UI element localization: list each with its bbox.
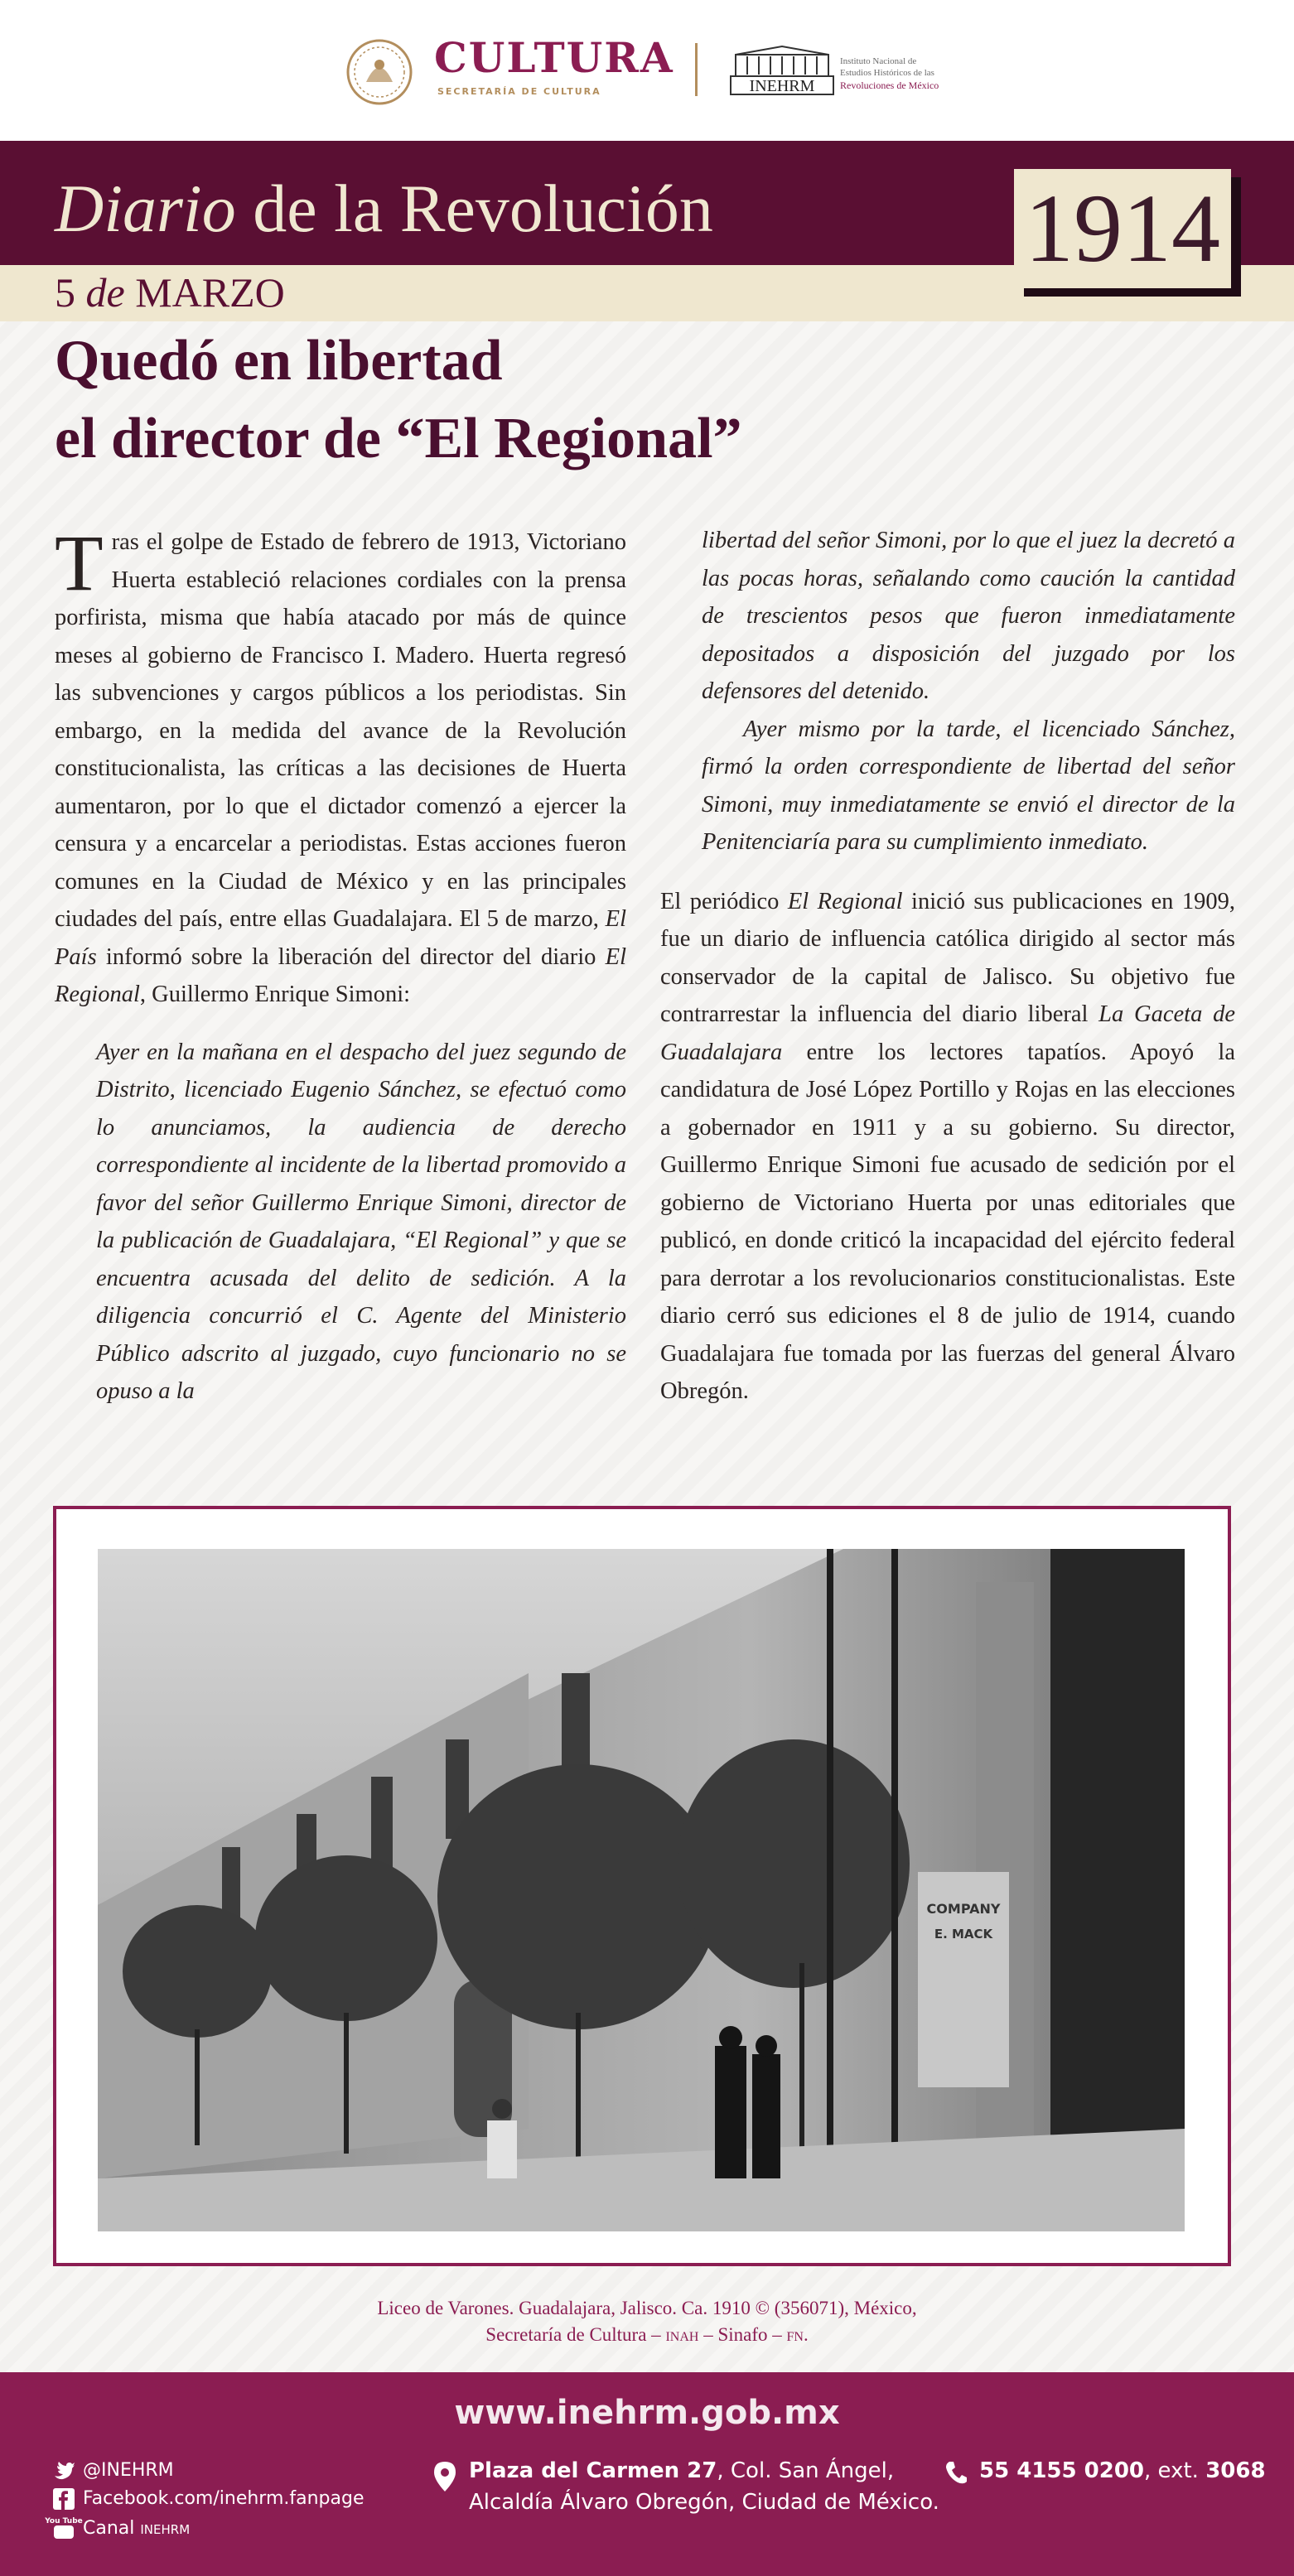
- title-rest: de la Revolución: [235, 171, 713, 246]
- twitter-handle[interactable]: @INEHRM: [83, 2460, 174, 2481]
- text-run: informó sobre la liberación del director del diario: [96, 943, 606, 970]
- cultura-subtitle: SECRETARÍA DE CULTURA: [437, 86, 601, 97]
- inehrm-acronym: INEHRM: [749, 77, 815, 95]
- publication-date: [55, 268, 285, 316]
- inehrm-name-line2: Estudios Históricos de las: [840, 68, 934, 78]
- address-colony: , Col. San Ángel,: [717, 2458, 895, 2483]
- inehrm-name-line1: Instituto Nacional de: [840, 56, 917, 66]
- inah-label: inah: [665, 2324, 699, 2345]
- phone-ext-label: , ext.: [1144, 2458, 1206, 2483]
- article-paragraph-2: [660, 883, 1235, 1411]
- facebook-link[interactable]: Facebook.com/inehrm.fanpage: [83, 2488, 365, 2509]
- quote-block-1: Ayer en la mañana en el despacho del juez segundo de Distrito, licenciado Eugenio Sánchez, se efectuó como lo anunciamos, la audiencia de derecho correspondiente al incidente de la libertad promovido a favor del señor Guillermo Enrique Simoni, director de la publicación de Guadalajara, “El Regional” y que se encuentra acusada del delito de sedición. A la diligencia concurrió el C. Agente del Ministerio Público adscrito al juzgado, cuyo funcionario no se opuso a la: [96, 1039, 626, 1404]
- text-run: Canal: [83, 2518, 141, 2539]
- text-run: .: [803, 2324, 809, 2345]
- cultura-logo-text: CULTURA: [434, 33, 674, 82]
- text-run: , Guillermo Enrique Simoni:: [139, 982, 411, 1007]
- page-title: [55, 170, 713, 248]
- text-run: El periódico: [660, 888, 788, 914]
- year-label: 1914: [1025, 174, 1220, 282]
- drop-cap: T: [55, 519, 104, 607]
- date-de: de: [85, 269, 125, 316]
- article-column-left: [55, 519, 626, 1411]
- channel-name: inehrm: [140, 2518, 191, 2539]
- text-run: inició sus publicaciones en 1909, fue un diario de influencia católica dirigido al sector más conservador de la capital de Jalisco. Su objetivo fue contrarrestar la influencia del diario liberal: [660, 888, 1235, 1027]
- phone-extension: 3068: [1205, 2458, 1266, 2483]
- text-run: Secretaría de Cultura –: [485, 2324, 666, 2345]
- title-italic: Diario: [55, 171, 236, 246]
- twitter-icon[interactable]: [53, 2460, 75, 2482]
- logo-divider: [695, 43, 698, 96]
- youtube-icon[interactable]: [45, 2515, 83, 2536]
- headline-line1: Quedó en libertad: [55, 329, 503, 393]
- quote-block-2: Ayer mismo por la tarde, el licenciado Sánchez, firmó la orden correspondiente de libertad del señor Simoni, muy inmediatamente se envió el director de la Penitenciaría para su cumplimiento inmediato.: [702, 716, 1235, 855]
- mexico-seal-icon: [341, 36, 421, 108]
- poster-text-line2: E. MACK: [934, 1927, 993, 1942]
- headline-line2: el director de “El Regional”: [55, 407, 742, 470]
- fn-label: fn: [786, 2324, 804, 2345]
- text-run: entre los lectores tapatíos. Apoyó la candidatura de José López Portillo y Rojas en las elecciones a gobernador en 1911 y a su gobierno. Su director, Guillermo Enrique Simoni fue acusado de sedición por el gobierno de Victoriano Huerta por unas editoriales que publicó, en donde criticó la incapacidad del ejército federal para derrotar a los revolucionarios constitucionalistas. Este diario cerró sus ediciones el 8 de julio de 1914, cuando Guadalajara fue tomada por las fuerzas del general Álvaro Obregón.: [660, 1039, 1235, 1404]
- newspaper-name-el-regional: El Regional: [55, 943, 626, 1007]
- newspaper-name-la-gaceta: La Gaceta de Guadalajara: [660, 1001, 1235, 1065]
- text-run: ras el golpe de Estado de febrero de 1913, Victoriano Huerta estableció relaciones cordiales con la prensa porfirista, misma que había atacado por más de quince meses al gobierno de Francisco I. Madero. Huerta regresó las subvenciones y cargos públicos a los periodistas. Sin embargo, en la medida del avance de la Revolución constitucionalista, las críticas a las decisiones de Huerta aumentaron, por lo que el dictador comenzó a ejercer la censura y a encarcelar a periodistas. Estas acciones fueron comunes en la Ciudad de México y en las principales ciudades del país, entre ellas Guadalajara. El 5 de marzo,: [55, 529, 626, 932]
- address-street: Plaza del Carmen 27: [469, 2458, 717, 2483]
- location-pin-icon: [434, 2462, 456, 2492]
- address-line1: [469, 2458, 894, 2483]
- historical-photo: [98, 1549, 1185, 2231]
- date-month: MARZO: [135, 269, 285, 316]
- text-run: – Sinafo –: [698, 2324, 787, 2345]
- quote-block-1-continued: libertad del señor Simoni, por lo que el juez la decretó a las pocas horas, señalando como caución la cantidad de trescientos pesos que fueron inmediatamente depositados a disposición del juzgado por los defensores del detenido.: [702, 528, 1235, 704]
- inehrm-building-icon: [729, 43, 840, 98]
- address-line2: Alcaldía Álvaro Obregón, Ciudad de México.: [469, 2490, 939, 2515]
- youtube-channel-link[interactable]: [83, 2518, 190, 2539]
- phone-number[interactable]: [979, 2458, 1266, 2483]
- website-link[interactable]: www.inehrm.gob.mx: [454, 2394, 840, 2432]
- poster-text-line1: COMPANY: [926, 1901, 1001, 1917]
- article-paragraph-1: [55, 519, 626, 1014]
- article-column-right: [660, 522, 1235, 1411]
- photo-caption-line1: Liceo de Varones. Guadalajara, Jalisco. Ca. 1910 © (356071), México,: [377, 2298, 917, 2318]
- inehrm-name-line3: Revoluciones de México: [840, 80, 939, 91]
- facebook-icon[interactable]: [53, 2488, 75, 2510]
- phone-icon: [944, 2460, 968, 2485]
- youtube-icon-text: You Tube: [45, 2517, 83, 2525]
- newspaper-name-el-regional: El Regional: [787, 888, 903, 914]
- newspaper-name-el-pais: El País: [55, 906, 626, 970]
- date-day: 5: [55, 269, 75, 316]
- photo-caption-line2: [0, 2324, 1294, 2346]
- phone-main: 55 4155 0200: [979, 2458, 1145, 2483]
